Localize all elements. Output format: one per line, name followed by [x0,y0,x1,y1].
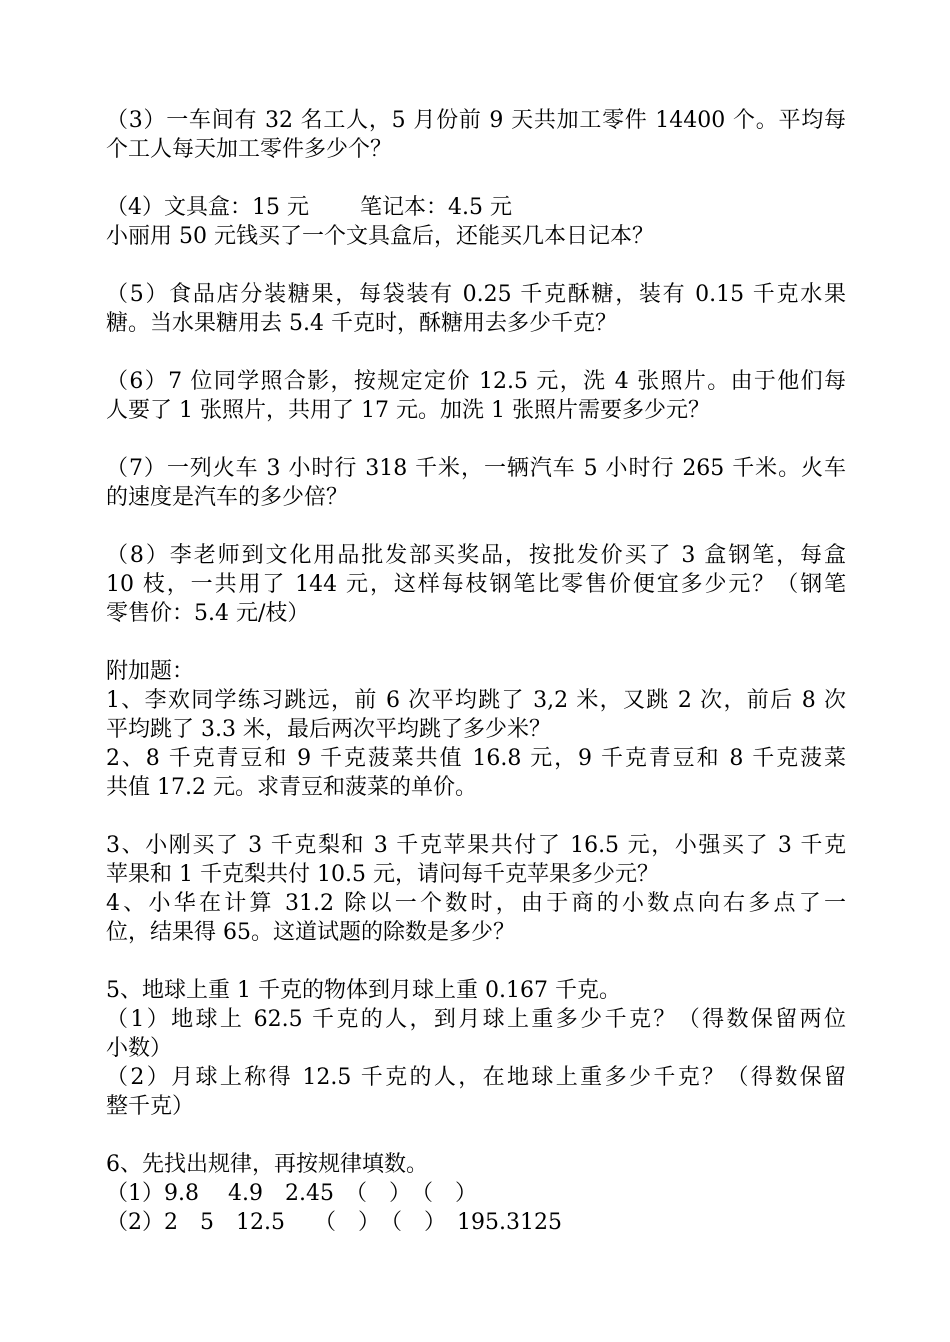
question-text-line: 1、李欢同学练习跳远，前 6 次平均跳了 3,2 米，又跳 2 次，前后 8 次 [106,688,846,713]
question-text-line: 小丽用 50 元钱买了一个文具盒后，还能买几本日记本？ [106,224,654,249]
question-text-line: 10 枝，一共用了 144 元，这样每枝钢笔比零售价便宜多少元？（钢笔 [106,572,846,597]
spacer [106,1121,846,1150]
question-text-line: 6、先找出规律，再按规律填数。 [106,1152,428,1177]
spacer [106,164,846,193]
question-text-line: （1）地球上 62.5 千克的人，到月球上重多少千克？（得数保留两位 [106,1007,846,1032]
sequence-line: （2）2 5 12.5 （ ） （ ） 195.3125 [106,1210,562,1235]
question-text-line: （3）一车间有 32 名工人，5 月份前 9 天共加工零件 14400 个。平均每 [106,108,846,133]
question-text-line: 个工人每天加工零件多少个？ [106,137,393,162]
question-5 [106,280,846,338]
question-text-line: 平均跳了 3.3 米，最后两次平均跳了多少米？ [106,717,551,742]
bonus-problem-3 [106,831,846,889]
question-text-line: 苹果和 1 千克梨共付 10.5 元，请问每千克苹果多少元？ [106,862,659,887]
bonus-problem-5 [106,976,846,1121]
spacer [106,512,846,541]
question-3 [106,106,846,164]
question-text-line: （2）月球上称得 12.5 千克的人，在地球上重多少千克？（得数保留 [106,1065,846,1090]
question-text-line: 共值 17.2 元。求青豆和菠菜的单价。 [106,775,477,800]
spacer [106,947,846,976]
question-text-line: 4、小华在计算 31.2 除以一个数时，由于商的小数点向右多点了一 [106,891,846,916]
question-text-line: 小数） [106,1036,173,1061]
question-text-line: 整千克） [106,1094,195,1119]
question-text-line: 人要了 1 张照片，共用了 17 元。加洗 1 张照片需要多少元？ [106,398,710,423]
question-text-line: （6）7 位同学照合影，按规定定价 12.5 元，洗 4 张照片。由于他们每 [106,369,846,394]
question-text-line: （5）食品店分装糖果，每袋装有 0.25 千克酥糖，装有 0.15 千克水果 [106,282,846,307]
spacer [106,338,846,367]
question-6 [106,367,846,425]
bonus-problem-1 [106,686,846,744]
question-text-line: 糖。当水果糖用去 5.4 千克时，酥糖用去多少千克？ [106,311,617,336]
worksheet-body [106,106,846,1237]
spacer [106,425,846,454]
sequence-line: （1）9.8 4.9 2.45 （ ） （ ） [106,1181,477,1206]
bonus-problem-4 [106,889,846,947]
bonus-title: 附加题： [106,659,195,684]
question-text-line: （4）文具盒：15 元 笔记本：4.5 元 [106,195,512,220]
question-text-line: 2、8 千克青豆和 9 千克菠菜共值 16.8 元，9 千克青豆和 8 千克菠菜 [106,746,846,771]
question-8 [106,541,846,628]
bonus-section [106,657,846,1237]
question-text-line: （7）一列火车 3 小时行 318 千米，一辆汽车 5 小时行 265 千米。火车 [106,456,846,481]
question-text-line: 3、小刚买了 3 千克梨和 3 千克苹果共付了 16.5 元，小强买了 3 千克 [106,833,846,858]
bonus-problem-2 [106,744,846,802]
question-7 [106,454,846,512]
question-text-line: 零售价：5.4 元/枝） [106,601,310,626]
question-text-line: 位，结果得 65。这道试题的除数是多少？ [106,920,515,945]
question-4 [106,193,846,251]
spacer [106,628,846,657]
spacer [106,251,846,280]
spacer [106,802,846,831]
bonus-problem-6 [106,1150,846,1237]
question-text-line: 5、地球上重 1 千克的物体到月球上重 0.167 千克。 [106,978,621,1003]
question-text-line: 的速度是汽车的多少倍？ [106,485,349,510]
question-text-line: （8）李老师到文化用品批发部买奖品，按批发价买了 3 盒钢笔，每盒 [106,543,846,568]
